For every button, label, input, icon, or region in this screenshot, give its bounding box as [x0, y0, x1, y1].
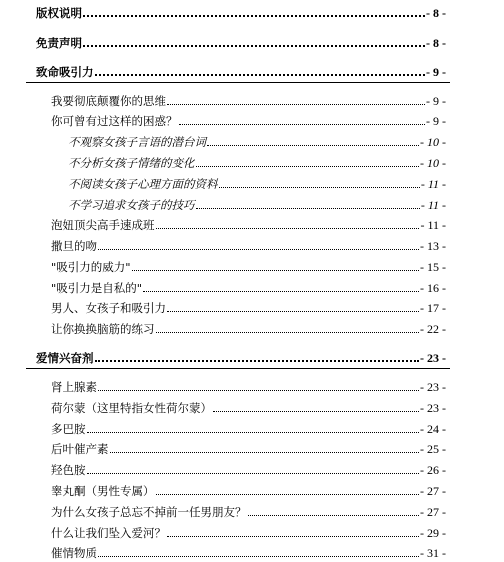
dot-leader	[156, 494, 420, 495]
toc-entry-title: 羟色胺	[51, 463, 86, 477]
toc-entry-page: - 10 -	[420, 135, 446, 149]
dot-leader	[143, 291, 419, 292]
dot-leader	[167, 104, 425, 105]
toc-entry[interactable]	[68, 133, 446, 149]
section-rule	[26, 368, 450, 369]
toc-entry-page: - 15 -	[420, 260, 446, 274]
toc-entry[interactable]	[51, 216, 446, 232]
toc-entry[interactable]	[51, 320, 446, 336]
toc-entry-page: - 27 -	[420, 484, 446, 498]
toc-entry-page: - 23 -	[420, 401, 446, 415]
toc-entry-title: 为什么女孩子总忘不掉前一任男朋友？	[51, 505, 247, 519]
dot-leader	[196, 208, 420, 209]
dot-leader	[83, 45, 425, 47]
toc-entry[interactable]	[51, 420, 446, 436]
toc-entry-title: 不学习追求女孩子的技巧	[68, 198, 195, 212]
toc-entry-page: - 22 -	[420, 322, 446, 336]
dot-leader	[207, 145, 419, 146]
toc-entry-page: - 29 -	[420, 526, 446, 540]
toc-entry-title: 撒旦的吻	[51, 239, 97, 253]
toc-entry[interactable]	[51, 544, 446, 560]
toc-entry-title: 男人、女孩子和吸引力	[51, 301, 166, 315]
toc-entry-title: 不分析女孩子情绪的变化	[68, 156, 195, 170]
toc-entry-page: - 9 -	[426, 94, 446, 108]
toc-entry-page: - 26 -	[420, 463, 446, 477]
dot-leader	[156, 332, 420, 333]
toc-entry-title: 睾丸酮（男性专属）	[51, 484, 155, 498]
toc-entry-page: - 25 -	[420, 442, 446, 456]
toc-entry[interactable]	[51, 503, 446, 519]
dot-leader	[248, 515, 420, 516]
toc-entry-page: - 8 -	[426, 6, 446, 20]
dot-leader	[213, 411, 419, 412]
toc-entry-title: 你可曾有过这样的困惑？	[51, 114, 178, 128]
dot-leader	[156, 228, 420, 229]
dot-leader	[132, 270, 419, 271]
toc-entry-title: 让你换换脑筋的练习	[51, 322, 155, 336]
section-rule	[26, 82, 450, 83]
toc-entry-title: 泡妞顶尖高手速成班	[51, 218, 155, 232]
dot-leader	[83, 15, 425, 17]
toc-entry-page: - 9 -	[426, 114, 446, 128]
dot-leader	[219, 187, 420, 188]
toc-entry-page: - 17 -	[420, 301, 446, 315]
dot-leader	[95, 74, 426, 76]
toc-entry[interactable]	[51, 440, 446, 456]
toc-entry-title: 催情物质	[51, 546, 97, 560]
toc-entry[interactable]	[51, 299, 446, 315]
dot-leader	[98, 556, 419, 557]
toc-entry-title: 什么让我们坠入爱河？	[51, 526, 166, 540]
toc-entry[interactable]	[36, 349, 446, 365]
dot-leader	[167, 311, 419, 312]
toc-entry[interactable]	[36, 34, 446, 50]
toc-entry-page: - 10 -	[420, 156, 446, 170]
toc-entry-page: - 31 -	[420, 546, 446, 560]
toc-entry[interactable]	[51, 258, 446, 274]
toc-entry[interactable]	[51, 112, 446, 128]
toc-entry-page: - 11 -	[420, 177, 446, 191]
dot-leader	[179, 124, 426, 125]
toc-entry[interactable]	[51, 279, 446, 295]
toc-entry[interactable]	[68, 175, 446, 191]
toc-entry-title: 多巴胺	[51, 422, 86, 436]
toc-entry-title: 版权说明	[36, 6, 82, 20]
toc-entry[interactable]	[51, 461, 446, 477]
toc-entry-title: "吸引力是自私的"	[51, 281, 143, 295]
toc-entry[interactable]	[68, 196, 446, 212]
toc-entry[interactable]	[51, 92, 446, 108]
toc-entry-page: - 24 -	[420, 422, 446, 436]
dot-leader	[87, 432, 420, 433]
dot-leader	[87, 473, 420, 474]
toc-entry[interactable]	[68, 154, 446, 170]
toc-entry-page: - 13 -	[420, 239, 446, 253]
toc-entry-page: - 11 -	[420, 198, 446, 212]
toc-entry[interactable]	[51, 399, 446, 415]
toc-entry[interactable]	[51, 482, 446, 498]
toc-entry-title: 后叶催产素	[51, 442, 109, 456]
toc-entry[interactable]	[51, 524, 446, 540]
toc-entry-page: - 23 -	[420, 380, 446, 394]
toc-entry-page: - 8 -	[426, 36, 446, 50]
toc-entry-page: - 16 -	[420, 281, 446, 295]
toc-entry-title: "吸引力的威力"	[51, 260, 131, 274]
toc-entry-page: - 27 -	[420, 505, 446, 519]
toc-entry-page: - 23 -	[420, 351, 446, 365]
toc-entry[interactable]	[51, 237, 446, 253]
toc-entry-title: 不观察女孩子言语的潜台词	[68, 135, 206, 149]
toc-entry-title: 我要彻底颠覆你的思维	[51, 94, 166, 108]
toc-entry-page: - 11 -	[420, 218, 446, 232]
toc-entry[interactable]	[36, 63, 446, 79]
dot-leader	[196, 166, 420, 167]
toc-entry[interactable]	[36, 4, 446, 20]
dot-leader	[98, 249, 419, 250]
toc-entry-title: 不阅读女孩子心理方面的资料	[68, 177, 218, 191]
dot-leader	[110, 452, 420, 453]
toc-entry[interactable]	[51, 378, 446, 394]
toc-entry-title: 肾上腺素	[51, 380, 97, 394]
toc-entry-page: - 9 -	[426, 65, 446, 79]
dot-leader	[95, 360, 420, 362]
toc-entry-title: 爱情兴奋剂	[36, 351, 94, 365]
toc-entry-title: 致命吸引力	[36, 65, 94, 79]
toc-entry-title: 荷尔蒙（这里特指女性荷尔蒙）	[51, 401, 212, 415]
toc-entry-title: 免责声明	[36, 36, 82, 50]
dot-leader	[167, 536, 419, 537]
dot-leader	[98, 390, 419, 391]
